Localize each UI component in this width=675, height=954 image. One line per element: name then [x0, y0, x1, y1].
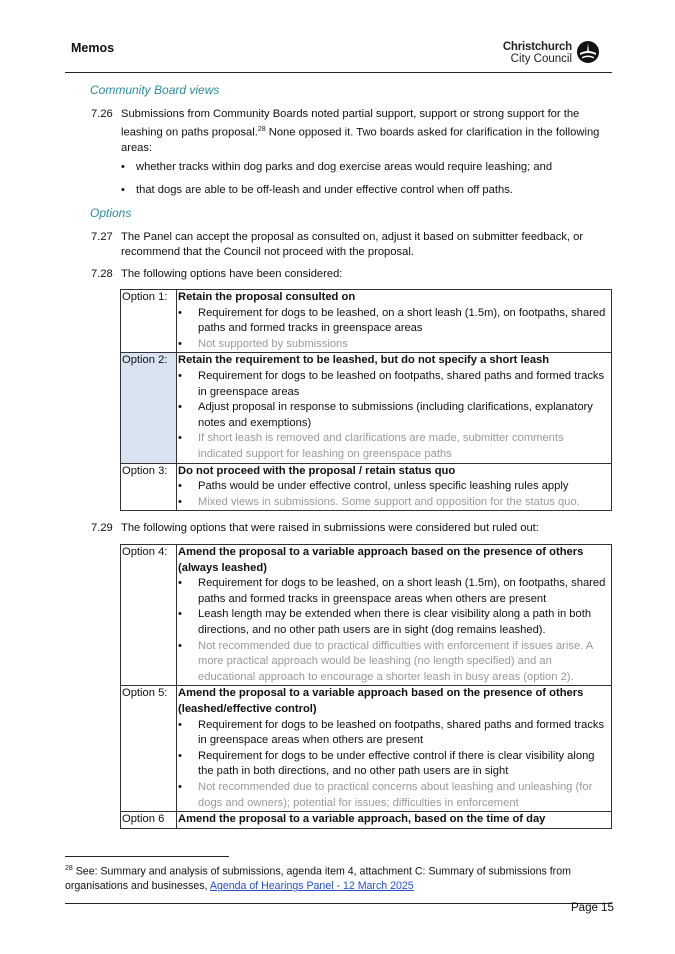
option-cell — [177, 545, 612, 686]
option-cell — [177, 812, 612, 829]
option-bullet: • Requirement for dogs to be leashed on footpaths, shared paths and formed tracks in greenspace areas when others are present — [178, 718, 605, 747]
para-number: 7.27 — [91, 231, 113, 243]
paragraph-7-29: The following options that were raised in submissions were considered but ruled out: — [121, 522, 539, 534]
option-bullet: • Paths would be under effective control, unless specific leashing rules apply — [178, 480, 569, 493]
option-bullet: • Requirement for dogs to be leashed, on a short leash (1.5m), on footpaths, shared paths and formed tracks in greenspace areas — [178, 306, 606, 335]
options-table-considered — [120, 289, 612, 511]
option-label: Option 1: — [121, 290, 177, 353]
table-row — [121, 812, 612, 829]
option-title: Do not proceed with the proposal / retain status quo — [178, 464, 456, 477]
option-cell — [177, 353, 612, 463]
para-number: 7.26 — [91, 108, 113, 120]
option-bullet: • Requirement for dogs to be leashed, on a short leash (1.5m), on footpaths, shared paths and formed tracks in greenspace areas when others are present — [178, 577, 606, 605]
logo-line-1: Christchurch — [502, 41, 572, 53]
para-number: 7.28 — [91, 268, 113, 280]
section-heading-community: Community Board views — [90, 83, 220, 97]
option-label: Option 2: — [121, 353, 177, 463]
footer-rule — [65, 903, 612, 904]
option-bullet: • Requirement for dogs to be leashed on footpaths, shared paths and formed tracks in greenspace areas — [178, 369, 605, 398]
option-label: Option 6 — [121, 812, 177, 829]
option-assessment: • If short leash is removed and clarifications are made, submitter comments indicated support for leashing on greenspace paths — [178, 432, 564, 460]
table-row — [121, 290, 612, 353]
page-number: Page 15 — [571, 902, 614, 914]
logo-line-2: City Council — [510, 53, 572, 65]
option-label: Option 4: — [121, 545, 177, 686]
footnote-ref: 28 — [257, 126, 266, 134]
option-title: Retain the requirement to be leashed, but do not specify a short leash — [178, 354, 550, 367]
table-row — [121, 463, 612, 511]
table-row — [121, 353, 612, 463]
option-label: Option 3: — [121, 463, 177, 511]
footnote: $^{28}$ See: Summary and analysis of submissions, agenda item 4, attachment C: Summary of submissions from organisations and businesses, Agenda of Hearings Panel - 12 March 2025 — [65, 865, 571, 893]
paragraph-7-26: Submissions from Community Boards noted partial support, support or strong support for the leashing on paths proposal.$^{28}$ None opposed it. Two boards asked for clarification in the following areas: — [121, 108, 600, 155]
section-heading-options: Options — [90, 206, 132, 220]
header-rule — [65, 72, 612, 73]
option-assessment: • Not recommended due to practical difficulties with enforcement if issues arise. A more practical approach would be leashing (no length specified) and an educational approach to encourage a shorter leash in busy areas (option 2). — [178, 639, 593, 683]
option-bullet: • Requirement for dogs to be under effective control if there is clear visibility along the path in both directions, and no other path users are in sight — [178, 749, 595, 778]
option-assessment: • Not supported by submissions — [178, 337, 348, 350]
options-table-ruled-out — [120, 544, 612, 829]
memo-header-title: Memos — [71, 41, 115, 55]
paragraph-7-28: The following options have been considered: — [121, 268, 343, 280]
option-title: Retain the proposal consulted on — [178, 291, 356, 303]
option-bullet: • Leash length may be extended when there is clear visibility along a path in both directions, and no other path users are in sight (dog remains leashed). — [178, 608, 592, 636]
option-title: Amend the proposal to a variable approach based on the presence of others (leashed/effective control) — [178, 687, 584, 715]
council-emblem-icon — [576, 40, 600, 64]
para-number: 7.29 — [91, 522, 113, 534]
footnote-rule — [65, 856, 229, 857]
table-row — [121, 545, 612, 686]
option-title: Amend the proposal to a variable approach, based on the time of day — [178, 813, 546, 826]
agenda-link[interactable]: Agenda of Hearings Panel - 12 March 2025 — [209, 880, 414, 893]
option-cell — [177, 686, 612, 812]
option-cell — [177, 290, 612, 353]
council-logo — [498, 39, 602, 69]
paragraph-7-27: The Panel can accept the proposal as consulted on, adjust it based on submitter feedback, or recommend that the Council not proceed with the proposal. — [121, 231, 584, 259]
option-title: Amend the proposal to a variable approach based on the presence of others (always leashed) — [178, 546, 584, 574]
option-label: Option 5: — [121, 686, 177, 812]
table-row — [121, 686, 612, 812]
option-assessment: • Not recommended due to practical concerns about leashing and unleashing (for dogs and owners); potential for issues; difficulties in enforcement — [178, 780, 593, 809]
option-assessment: • Mixed views in submissions. Some support and opposition for the status quo. — [178, 495, 580, 508]
option-cell — [177, 463, 612, 511]
option-bullet: • Adjust proposal in response to submissions (including clarifications, explanatory notes and exemptions) — [178, 401, 593, 429]
